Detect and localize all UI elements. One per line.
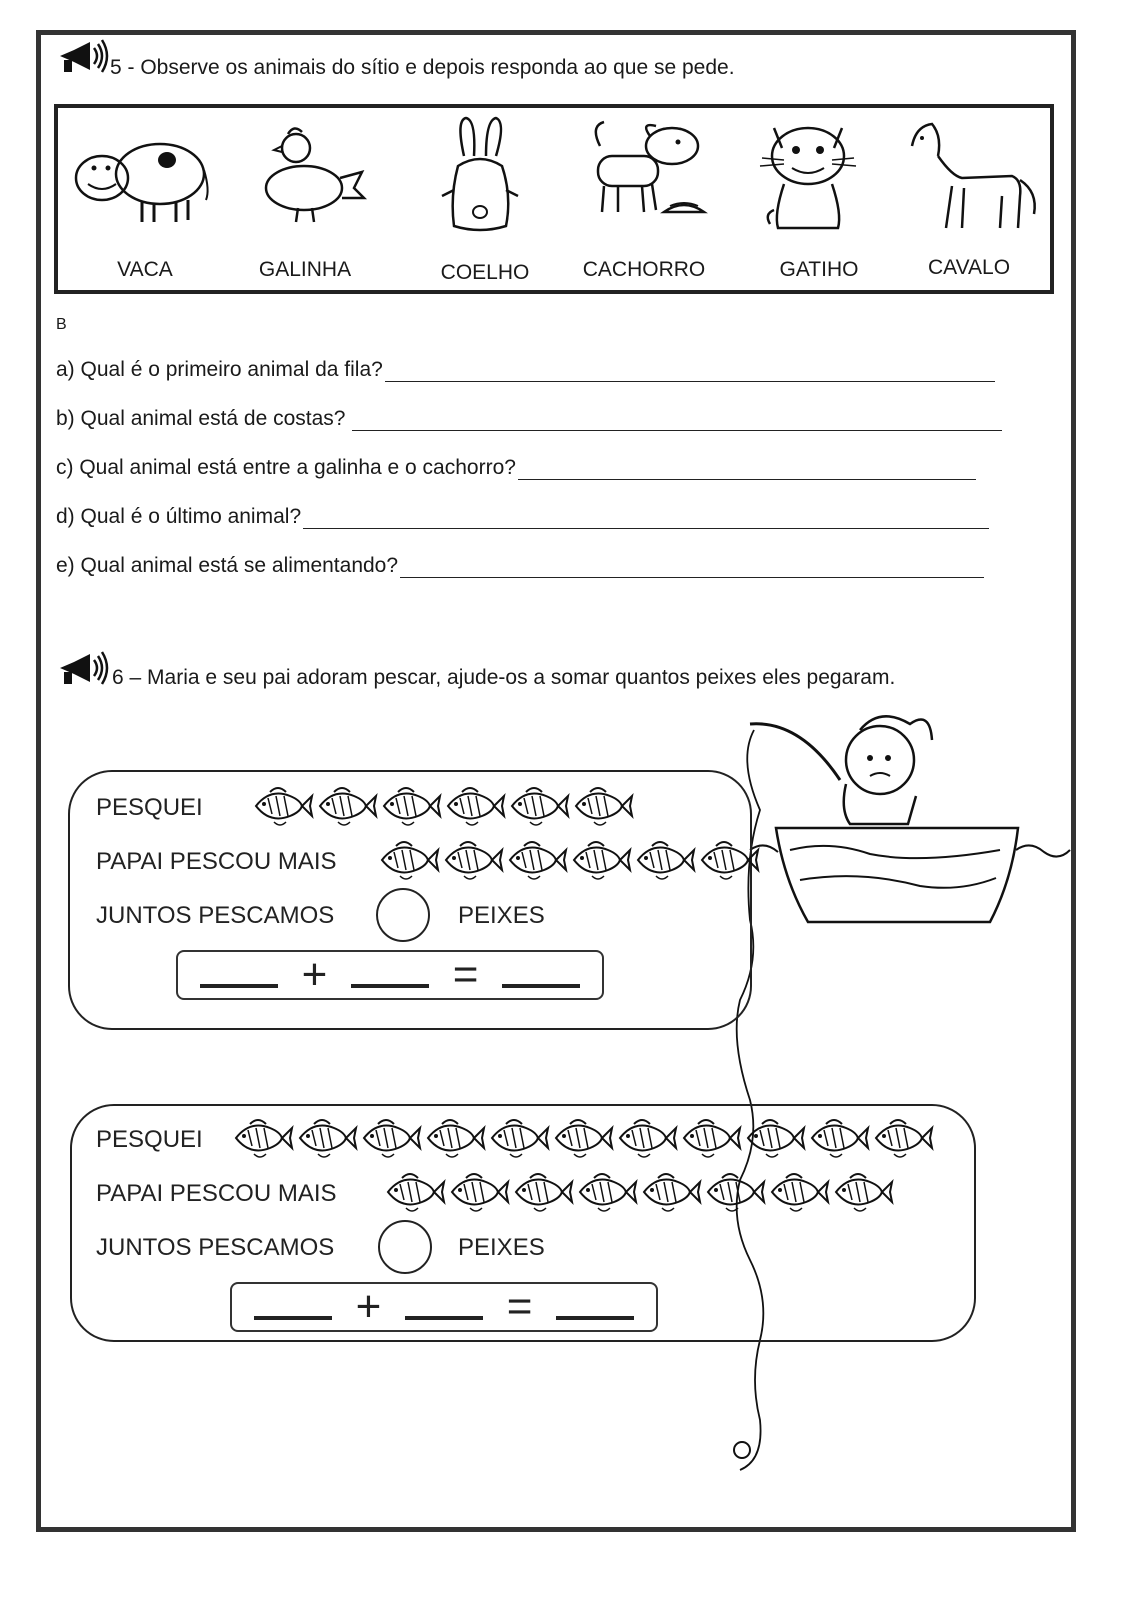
question-d [56,505,989,529]
fish-icon [742,1114,806,1162]
fish-icon [376,836,440,884]
fish-icon [632,836,696,884]
total-circle[interactable] [376,888,430,942]
fish-row-pesquei [230,1114,934,1162]
juntos-label: JUNTOS PESCAMOS [96,1234,335,1261]
fish-icon [358,1114,422,1162]
equation-blank-3[interactable] [556,1316,634,1320]
fishing-panel-1 [68,770,752,1030]
fish-icon [568,836,632,884]
question-b-text: b) Qual animal está de costas? [56,407,346,430]
fish-icon [638,1168,702,1216]
fish-icon [702,1168,766,1216]
fish-icon [550,1114,614,1162]
fisherman-illustration [720,700,1080,1490]
fish-icon [510,1168,574,1216]
total-circle[interactable] [378,1220,432,1274]
question-c [56,456,976,480]
exercise5-heading: 5 - Observe os animais do sítio e depois responda ao que se pede. [110,56,735,79]
stray-letter: B [56,316,67,333]
fish-icon [378,782,442,830]
fish-icon [422,1114,486,1162]
dog-drawing [580,116,720,226]
peixes-label: PEIXES [458,1234,545,1261]
papai-label: PAPAI PESCOU MAIS [96,848,337,875]
fish-icon [766,1168,830,1216]
cow-drawing [72,130,212,230]
equals-sign: = [506,1282,533,1331]
animal-label-vaca: VACA [117,258,173,281]
animal-label-cavalo: CAVALO [927,256,1011,279]
fish-icon [486,1114,550,1162]
question-a [56,358,995,382]
fish-row-papai [376,836,760,884]
fishing-panel-2 [70,1104,976,1342]
fish-icon [446,1168,510,1216]
fish-icon [574,1168,638,1216]
fish-icon [696,836,760,884]
question-e [56,554,984,578]
fish-icon [504,836,568,884]
peixes-label: PEIXES [458,902,545,929]
juntos-label: JUNTOS PESCAMOS [96,902,335,929]
fish-icon [506,782,570,830]
equation-box [230,1282,658,1332]
rabbit-drawing [430,116,530,236]
animal-row-box [54,104,1054,294]
question-e-text: e) Qual animal está se alimentando? [56,554,399,577]
equation-box [176,950,604,1000]
answer-line-d[interactable] [303,527,989,529]
fish-icon [382,1168,446,1216]
equation-blank-2[interactable] [351,984,429,988]
pesquei-label: PESQUEI [96,794,203,821]
hen-drawing [258,122,368,227]
equation-blank-1[interactable] [200,984,278,988]
animal-label-coelho: COELHO [440,261,530,284]
equation-blank-3[interactable] [502,984,580,988]
fish-icon [570,782,634,830]
fish-icon [314,782,378,830]
animal-label-gatiho: GATIHO [779,258,859,281]
fish-icon [250,782,314,830]
papai-label: PAPAI PESCOU MAIS [96,1180,337,1207]
animal-label-cachorro: CACHORRO [582,258,706,281]
fish-icon [294,1114,358,1162]
question-a-text: a) Qual é o primeiro animal da fila? [56,358,383,381]
fish-icon [230,1114,294,1162]
answer-line-b[interactable] [352,429,1002,431]
exercise6-heading: 6 – Maria e seu pai adoram pescar, ajude-os a somar quantos peixes eles pegaram. [112,666,896,689]
fish-icon [806,1114,870,1162]
equation-blank-1[interactable] [254,1316,332,1320]
fish-icon [440,836,504,884]
fish-row-papai [382,1168,894,1216]
question-c-text: c) Qual animal está entre a galinha e o cachorro? [56,456,516,479]
fish-row-pesquei [250,782,634,830]
fish-icon [442,782,506,830]
megaphone-icon [56,648,112,688]
equation-blank-2[interactable] [405,1316,483,1320]
answer-line-a[interactable] [385,380,995,382]
answer-line-c[interactable] [518,478,976,480]
answer-line-e[interactable] [400,576,984,578]
cat-drawing [748,114,868,234]
fish-icon [830,1168,894,1216]
pesquei-label: PESQUEI [96,1126,203,1153]
animal-label-galinha: GALINHA [258,258,352,281]
megaphone-icon [56,36,112,76]
equals-sign: = [452,950,479,999]
plus-sign: + [355,1282,382,1331]
plus-sign: + [301,950,328,999]
fish-icon [870,1114,934,1162]
question-b [56,407,1002,431]
fish-icon [678,1114,742,1162]
horse-drawing [902,116,1042,236]
fish-icon [614,1114,678,1162]
question-d-text: d) Qual é o último animal? [56,505,302,528]
